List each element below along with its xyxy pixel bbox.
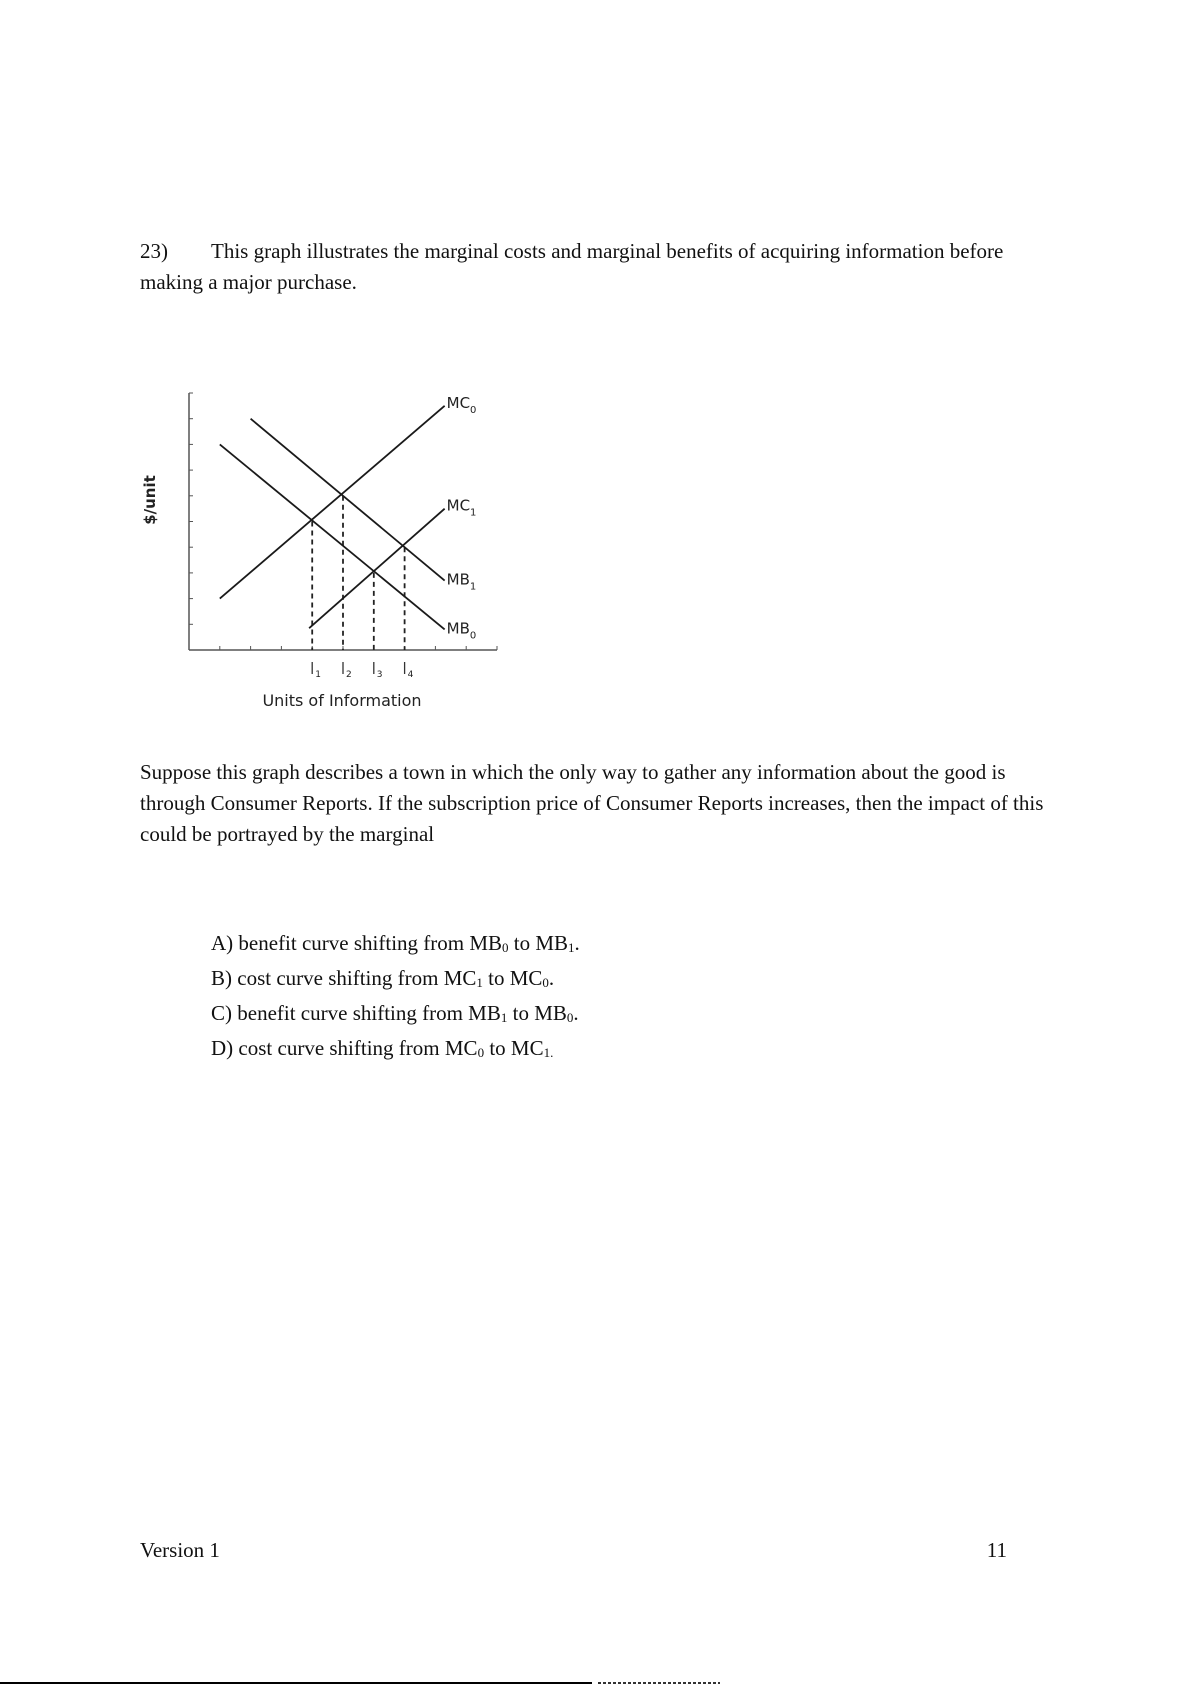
option-a[interactable]: A) benefit curve shifting from $MB_0$ to $MB_1$. [211,931,580,955]
option-d[interactable]: D) cost curve shifting from $MC_0$ to $MC_{1.}$ [211,1036,554,1060]
x-axis-label: Units of Information [262,691,422,710]
bottom-rule [0,1682,592,1684]
curve-label-subscript: 1 [470,507,477,519]
chart-axes [189,393,497,650]
curve-mb0 [220,444,445,629]
x-tick-label-i4: 4 [407,670,414,680]
curve-label-mc1: $MC_1$ [446,496,477,519]
curve-label-subscript: 0 [470,404,477,416]
curve-mb1 [251,419,445,581]
chart-curves [220,406,445,630]
option-c[interactable]: C) benefit curve shifting from $MB_1$ to $MB_0$. [211,1001,579,1025]
x-tick-label-i1: 1 [315,670,321,680]
y-axis-label: $/unit [141,475,159,525]
curve-label-mc0: $MC_0$ [446,393,477,416]
question-number: 23) [140,239,168,263]
curve-label-subscript: 1 [469,581,477,593]
equilibrium-drop-lines [312,496,404,650]
chart-labels [312,394,476,680]
x-tick-label-i2: 2 [346,670,352,680]
footer-version: Version 1 [140,1538,220,1562]
curve-label-mb1: $MB_1$ [446,570,477,593]
footer-page-number: 11 [986,1538,1007,1562]
bottom-rule-fragment [598,1682,720,1684]
marginal-cost-benefit-chart [130,350,530,720]
question-intro-text: This graph illustrates the marginal costs and marginal benefits of acquiring information before making a major purchase. [140,239,1004,294]
curve-label-mb0: $MB_0$ [446,619,477,642]
curve-mc0 [220,406,445,599]
option-b[interactable]: B) cost curve shifting from $MC_1$ to $MC_0$. [211,966,555,990]
answer-options [211,928,580,1068]
x-tick-label-i3: 3 [376,670,383,680]
question-intro [140,236,1040,298]
curve-label-subscript: 0 [469,630,477,642]
curve-mc1 [309,509,445,629]
question-prompt: Suppose this graph describes a town in which the only way to gather any information about the good is through Consumer Reports. If the subscription price of Consumer Reports increases, then the impact of this could be portrayed by the marginal [140,760,1044,846]
